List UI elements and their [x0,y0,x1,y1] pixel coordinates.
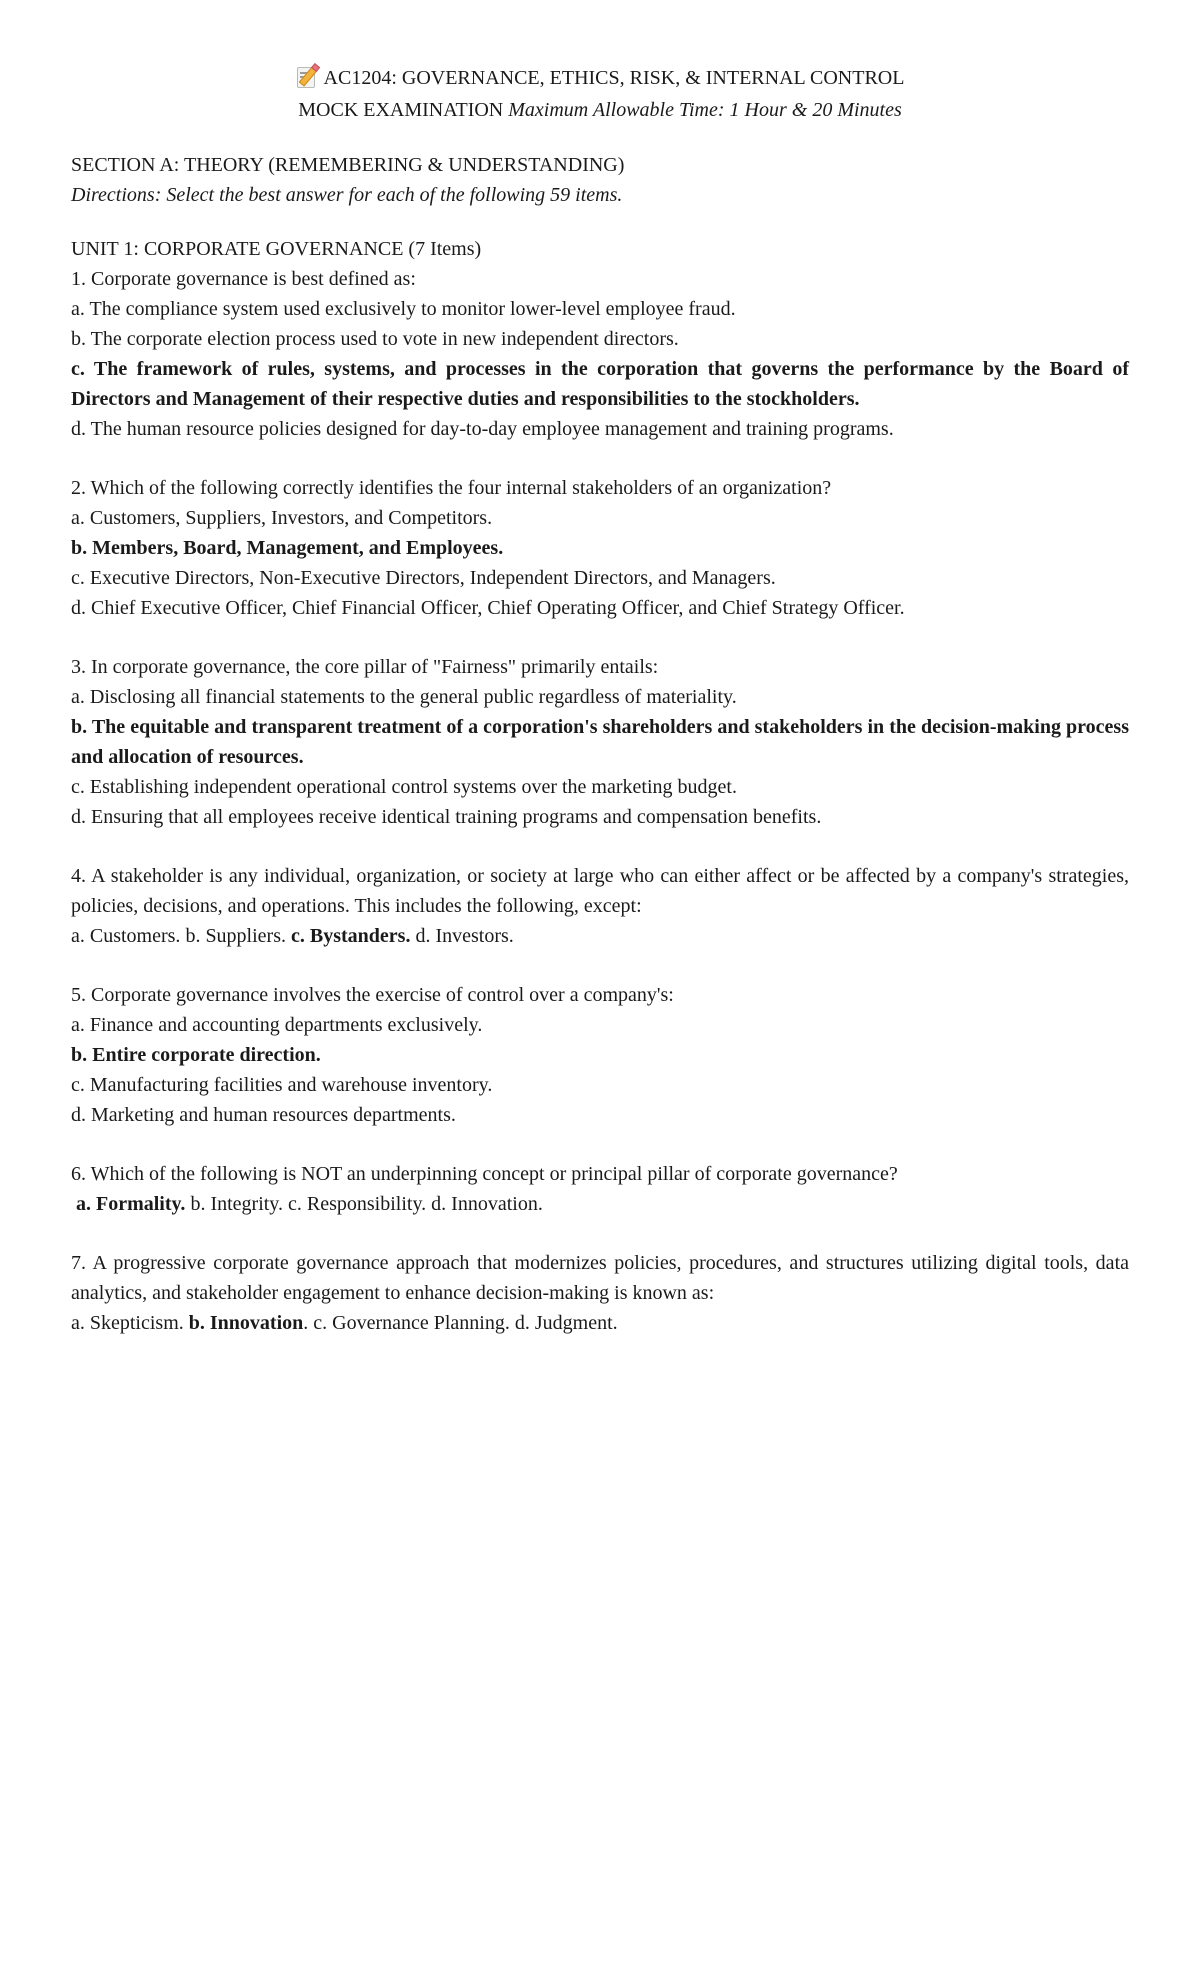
option-b: b. Suppliers. [185,925,286,947]
option-d: d. Innovation. [431,1193,543,1215]
unit-title: UNIT 1: CORPORATE GOVERNANCE (7 Items) [71,238,482,260]
option-a: a. Customers. [71,925,181,947]
exam-title-line [71,62,1129,94]
question-stem: 6. Which of the following is NOT an underpinning concept or principal pillar of corporate governance? [71,1163,898,1185]
question-stem: 3. In corporate governance, the core pillar of "Fairness" primarily entails: [71,656,659,678]
exam-header [71,62,1129,126]
exam-label: MOCK EXAMINATION [298,99,504,121]
option-d: d. Ensuring that all employees receive identical training programs and compensation benefits. [71,806,822,828]
option-b-correct: b. Members, Board, Management, and Employees. [71,537,504,559]
question-6 [71,1159,1129,1219]
inline-options [71,921,1129,951]
question-5 [71,980,1129,1130]
option-c: c. Responsibility. [288,1193,427,1215]
option-c-correct: c. The framework of rules, systems, and processes in the corporation that governs the performance by the Board of Directors and Management of their respective duties and responsibilities to the stockholders. [71,358,1129,410]
option-b: b. The corporate election process used to vote in new independent directors. [71,328,679,350]
option-b: b. Integrity. [190,1193,284,1215]
question-2 [71,473,1129,623]
question-stem: 1. Corporate governance is best defined as: [71,268,416,290]
option-d: d. Marketing and human resources departments. [71,1104,456,1126]
question-1 [71,264,1129,444]
option-a: a. Skepticism. [71,1312,184,1334]
inline-options [71,1189,1129,1219]
option-b-correct: b. Innovation [188,1312,304,1334]
option-d: d. Chief Executive Officer, Chief Financial Officer, Chief Operating Officer, and Chief Strategy Officer. [71,597,905,619]
option-a-correct: a. Formality. [76,1193,186,1215]
option-c: . c. Governance Planning. [303,1312,510,1334]
memo-icon [296,65,318,87]
option-c: c. Establishing independent operational control systems over the marketing budget. [71,776,737,798]
exam-subtitle-line [71,94,1129,126]
option-a: a. The compliance system used exclusively to monitor lower-level employee fraud. [71,298,736,320]
option-a: a. Finance and accounting departments exclusively. [71,1014,483,1036]
question-7 [71,1248,1129,1338]
option-b-correct: b. Entire corporate direction. [71,1044,321,1066]
option-d: d. Judgment. [514,1312,618,1334]
option-c: c. Executive Directors, Non-Executive Directors, Independent Directors, and Managers. [71,567,776,589]
exam-title: AC1204: GOVERNANCE, ETHICS, RISK, & INTERNAL CONTROL [323,67,905,89]
question-stem: 7. A progressive corporate governance approach that modernizes policies, procedures, and structures utilizing digital tools, data analytics, and stakeholder engagement to enhance decision-making is known as: [71,1252,1129,1304]
question-stem: 4. A stakeholder is any individual, organization, or society at large who can either affect or be affected by a company's strategies, policies, decisions, and operations. This includes the following, except: [71,865,1129,917]
section-directions: Directions: Select the best answer for each of the following 59 items. [71,184,623,206]
option-c: c. Manufacturing facilities and warehouse inventory. [71,1074,493,1096]
option-a: a. Disclosing all financial statements to the general public regardless of materiality. [71,686,737,708]
option-d: d. The human resource policies designed for day-to-day employee management and training programs. [71,418,894,440]
time-limit: Maximum Allowable Time: 1 Hour & 20 Minutes [508,99,902,121]
question-3 [71,652,1129,832]
option-d: d. Investors. [415,925,514,947]
option-c-correct: c. Bystanders. [291,925,411,947]
option-b-correct: b. The equitable and transparent treatment of a corporation's shareholders and stakeholders in the decision-making process and allocation of resources. [71,716,1129,768]
question-stem: 2. Which of the following correctly identifies the four internal stakeholders of an organization? [71,477,832,499]
inline-options [71,1308,1129,1338]
section-title: SECTION A: THEORY (REMEMBERING & UNDERSTANDING) [71,154,625,176]
option-a: a. Customers, Suppliers, Investors, and Competitors. [71,507,493,529]
question-stem: 5. Corporate governance involves the exercise of control over a company's: [71,984,674,1006]
question-4 [71,861,1129,951]
